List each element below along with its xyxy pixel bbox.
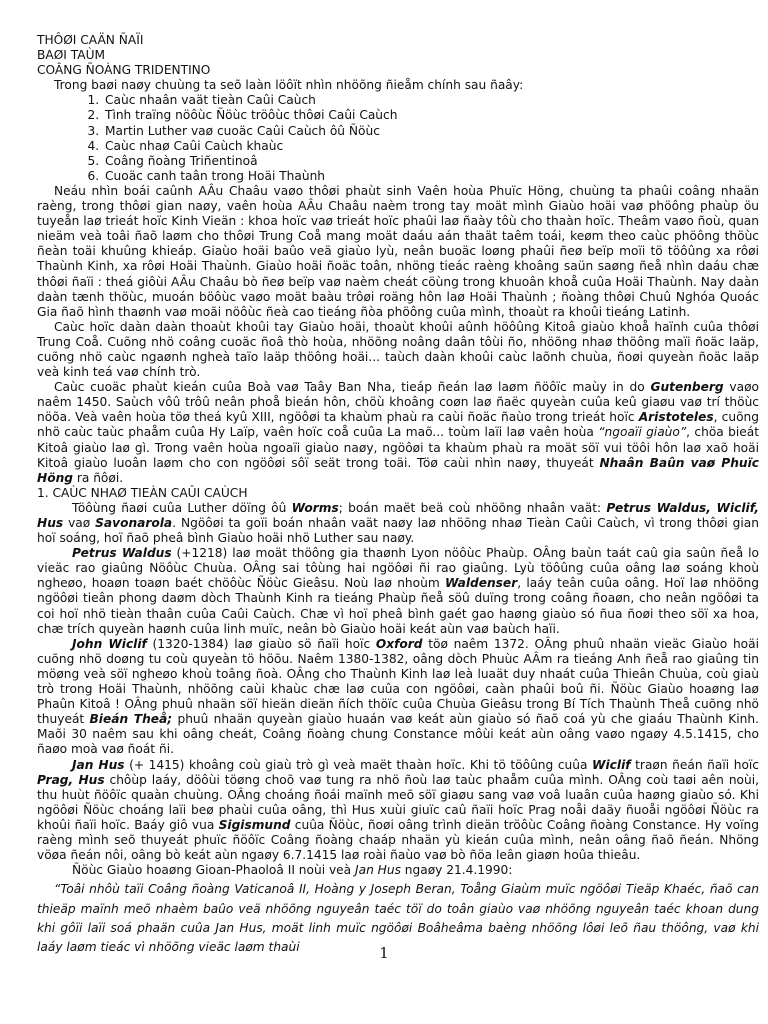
name-wiclif-ref: Wiclif (592, 757, 631, 772)
paragraph-waldus: Petrus Waldus (+1218) laø moät thöông gia thaønh Lyon nöôùc Phaùp. OÂng baùn taát caû gia saûn ñeå lo vieäc rao giaûng Nöôùc Chuùa. OÂng sai tôùng hai ngöôøi ñi rao giaûng. Lyù töôûng cuûa oâng laø soáng khoù ngheøo, hoaøn toaøn baét chöôùc Ñöùc Gieâsu. Noù laø nhoùm Waldenser, laáy teân cuûa oâng. Hoï laø nhöõng ngöôøi tieân phong daøm dòch Thaùnh Kinh ra tieáng Phaùp ñeå söû duïng trong coâng ñoaøn, cho neân ngöôøi ta coi hoï nhö tieàn thaân cuûa Caûi Caùch. Chæ vì hoï pheâ bình gaét gao haøng giaùo só ñua ñoøi theo söï xa hoa, chæ trích quyeàn haønh cuûa linh muïc, neân bò Giaùo hoäi keát aùn vaø baùch haïi. (37, 546, 759, 636)
name-jan-hus: Jan Hus (355, 863, 401, 878)
header-title: COÂNG ÑOÀNG TRIDENTINO (37, 63, 211, 78)
term-humanism: Nhaân Baûn vaø Phuïc Höng (37, 455, 759, 485)
name-sigismund: Sigismund (218, 817, 291, 832)
outline-item: 6. Cuoäc canh taân trong Hoäi Thaùnh (103, 169, 759, 184)
name-waldenser: Waldenser (444, 576, 518, 591)
paragraph-society: Caùc hoïc daàn daàn thoaùt khoûi tay Giaùo hoäi, thoaùt khoûi aûnh höôûng Kitoâ giaùo khoå haïnh cuûa thôøi Trung Coå. Cuõng nhö coâng cuoäc ñoâ thò hoùa, nhöõng noâng daân tôùi ño, nhöõng nhaø thöông maïi ñoäc laäp, cuõng nhö caùc ngaønh ngheà taïo laäp thöông hoäi... taùch daàn khoûi caùc laõnh chuùa, ñoøi quyeàn ñoäc laäp veà kinh teá vaø chính trò. (37, 319, 759, 380)
paragraph-context: Neáu nhìn boái caûnh AÂu Chaâu vaøo thôøi phaùt sinh Vaên hoùa Phuïc Höng, chuùng ta phaûi coâng nhaän raèng, trong thôøi gian naøy, vaên hoùa AÂu Chaâu naèm trong tay moät mình Giaùo hoäi vaø phöông phaùp öu tuyeån laø trieát hoïc Kinh Vieän : khoa hoïc vaø trieát hoïc phaûi laø ñaày tôù cho thaàn hoïc. Theâm vaøo ñoù, quan nieäm veà toâi ñaõ laøm cho thôøi Trung Coå mang moät daáu aán thaät taêm toái, keøm theo caùc phöông thöùc ñeàn toäi khuûng khieáp. Giaùo hoäi baûo veä giaùo lyù, neân buoäc loøng phaûi ñeø beïp moïi tö töôûng xa rôøi Thaùnh Kinh, xa rôøi Hoäi Thaùnh. Giaùo hoäi ñoäc toân, nhöng tieác raèng khoâng saün saøng ñeå nhìn daáu chæ thôøi ñaïi : theá giôùi AÂu Chaâu bò ñeø beïp vaø naèm cheát cöùng trong khuoân khoå cuûa Hoäi Thaùnh. Nay daàn daàn tænh thöùc, muoán böôùc vaøo moät baàu trôøi roäng hôn laø Hoäi Thaùnh ; ñoàng thôøi Chuû Nghóa Quoác Gia ñaõ hình thaønh vaø moãi nöôùc ñeà cao tieáng ñòa phöông cuûa mình, thoaùt ra khoûi tieáng Latinh. (37, 183, 759, 319)
name-gutenberg: Gutenberg (650, 380, 724, 395)
name-hus: Jan Hus (72, 757, 125, 772)
document-page (37, 33, 759, 958)
paragraph-monument: Töôùng ñaøi cuûa Luther döïng ôû Worms; boán maët beä coù nhöõng nhaân vaät: Petrus Waldus, Wiclif, Hus vaø Savonarola. Ngöôøi ta goïi boán nhaân vaät naøy laø nhöõng nhaø Tieàn Caûi Caùch, vì trong thôøi gian hoï soáng, hoï ñaõ pheâ bình Giaùo hoäi nhö Luther sau naøy. (37, 500, 759, 546)
paragraph-printing: Caùc cuoäc phaùt kieán cuûa Boà vaø Taây Ban Nha, tieáp ñeán laø laøm ñöôïc maùy in do Gutenberg vaøo naêm 1450. Saùch vôû trôû neân phoå bieán hôn, chöù khoâng coøn laø ñaëc quyeàn cuûa keû giaøu vaø trí thöùc nöõa. Veà vaên hoùa töø theá kyû XIII, ngöôøi ta khaùm phaù ra caùi ñoäc ñaùo trong trieát hoïc Aristoteles, cuõng nhö caùc taùc phaåm cuûa Hy Laïp, vaên hoïc coå cuûa La maõ... toùm laïi laø vaên hoùa “ngoaïi giaùo”, chöa bieát Kitoâ giaùo laø gì. Trong vaên hoùa ngoaïi giaùo naøy, ngöôøi ta khaùm phaù ra moät söï vui töôi hôn laø xaõ hoäi Kitoâ giaùo luoân laøm cho con ngöôøi sôï seät trong toäi. Töø caùi nhìn naøy, thuyeát Nhaân Baûn vaø Phuïc Höng ra ñôøi. (37, 380, 759, 485)
name-waldus: Petrus Waldus (72, 546, 172, 561)
pope-quote: “Toâi nhôù taïi Coâng ñoàng Vaticanoâ II, Hoàng y Joseph Beran, Toång Giaùm muïc ngöôøi Tieäp Khaéc, ñaõ can thieäp maïnh meõ nhaèm baûo veä nhöõng nguyeân taéc töï do toân giaùo vaø nhöõng nguyeân taéc khoan dung khi gôïi laïi soá phaän cuûa Jan Hus, moät linh muïc ngöôøi Boâheâma baèng nhöõng lôøi leõ ñau thöông, vaø khi laáy laøm tieác vì nhöõng vieäc laøm thaùi (37, 882, 759, 955)
section-heading: 1. CAÙC NHAØ TIEÀN CAÛI CAÙCH (37, 485, 248, 500)
outline-item: 3. Martin Luther vaø cuoäc Caûi Caùch ôû Ñöùc (103, 124, 759, 139)
term-pagan: “ngoaïi giaùo” (598, 425, 687, 440)
names-reformers: Petrus Waldus, Wiclif, Hus (37, 500, 759, 530)
outline-item: 4. Caùc nhaø Caûi Caùch khaùc (103, 139, 759, 154)
paragraph-hus: Jan Hus (+ 1415) khoâng coù giaù trò gì veà maët thaàn hoïc. Khi tö töôûng cuûa Wiclif traøn ñeán ñaïi hoïc Prag, Hus chôùp laáy, döôùi töøng choõ vaø tung ra nhö ñoù laø taùc phaåm cuûa mình. OÂng coù taøi aên noùi, thu huùt ñöôïc quaàn chuùng. OÂng choáng ñoái maïnh meõ söï giaøu sang vaø voâ luaân cuûa haøng giaùo só. Khi ngöôøi Ñöùc choáng laïi beø phaùi cuûa oâng, thì Hus xuùi giuïc caû ñaïi hoïc Prag noåi daäy ñuoåi ngöôøi Ñöùc ra khoûi ñaïi hoïc. Baáy giô vua Sigismund cuûa Ñöùc, ñoøi oâng trình dieän tröôùc Coâng ñoàng Constance. Hy voïng raèng mình seõ thuyeát phuïc ñöôïc Coâng ñoàng chaáp nhaän yù kieán cuûa mình, neân oâng ñaõ ñeán. Nhöng vöøa ñeán nôi, oâng bò keát aùn ngaøy 6.7.1415 laø roài ñaùo vaø bò ñöa leân giaøn hoûa thieâu. (37, 757, 759, 863)
outline-item: 2. Tình traïng nöôùc Ñöùc tröôùc thôøi Caûi Caùch (103, 108, 759, 123)
outline-item: 1. Caùc nhaân vaät tieàn Caûi Caùch (103, 93, 759, 108)
paragraph-pope-quote-intro: Ñöùc Giaùo hoaøng Gioan-Phaoloâ II noùi veà Jan Hus ngaøy 21.4.1990: (72, 863, 513, 878)
header-era: THÔØI CAÄN ÑAÏI (37, 33, 144, 47)
name-wiclif: John Wiclif (72, 636, 147, 651)
place-oxford: Oxford (375, 636, 423, 651)
name-aristoteles: Aristoteles (638, 410, 714, 425)
outline-item: 5. Coâng ñoàng Triñentinoâ (103, 154, 759, 169)
name-savonarola: Savonarola (95, 516, 173, 530)
paragraph-wiclif: John Wiclif (1320-1384) laø giaùo sö ñaïi hoïc Oxford töø naêm 1372. OÂng phuû nhaän vieäc Giaùo hoäi cuõng nhö doøng tu coù quyeàn tö höõu. Naêm 1380-1382, oâng dòch Phuùc AÂm ra tieáng Anh ñeå rao giaûng tin möøng veà söï ngheøo khoù toâng ñoà. OÂng cho Thaùnh Kinh laø leà luaät duy nhaát cuûa Thieân Chuùa, coù giaù trò trong Hoäi Thaùnh, nhöõng caùi khaùc chæ laø cuûa con ngöôøi, caàn phaûi boû ñi. Ñöùc Giaùo hoaøng laø Phaûn Kitoâ ! OÂng phuû nhaän söï hieän dieän ñích thöïc cuûa Chuùa Gieâsu trong Bí Tích Thaùnh Theå cuõng nhö thuyeát Bieán Theå; phuû nhaän quyeàn giaùo huaán vaø keát aùn giaùo só ñaõ coá yù che giaáu Thaùnh Kinh. Maõi 30 naêm sau khi oâng cheát, Coâng ñoàng chung Constance môùi keát aùn oâng vaøo ngaøy 4.5.1415, cho ñaøo moà vaø ñoát ñi. (37, 636, 760, 757)
place-worms: Worms (291, 500, 339, 515)
header-lesson: BAØI TAÙM (37, 48, 106, 63)
place-prag: Prag, Hus (37, 772, 105, 787)
outline-list (37, 93, 759, 184)
term-transubstantiation: Bieán Theå; (89, 712, 173, 727)
page-number: 1 (379, 944, 389, 962)
intro-paragraph: Trong baøi naøy chuùng ta seõ laàn löôït nhìn nhöõng ñieåm chính sau ñaây: (54, 78, 524, 93)
